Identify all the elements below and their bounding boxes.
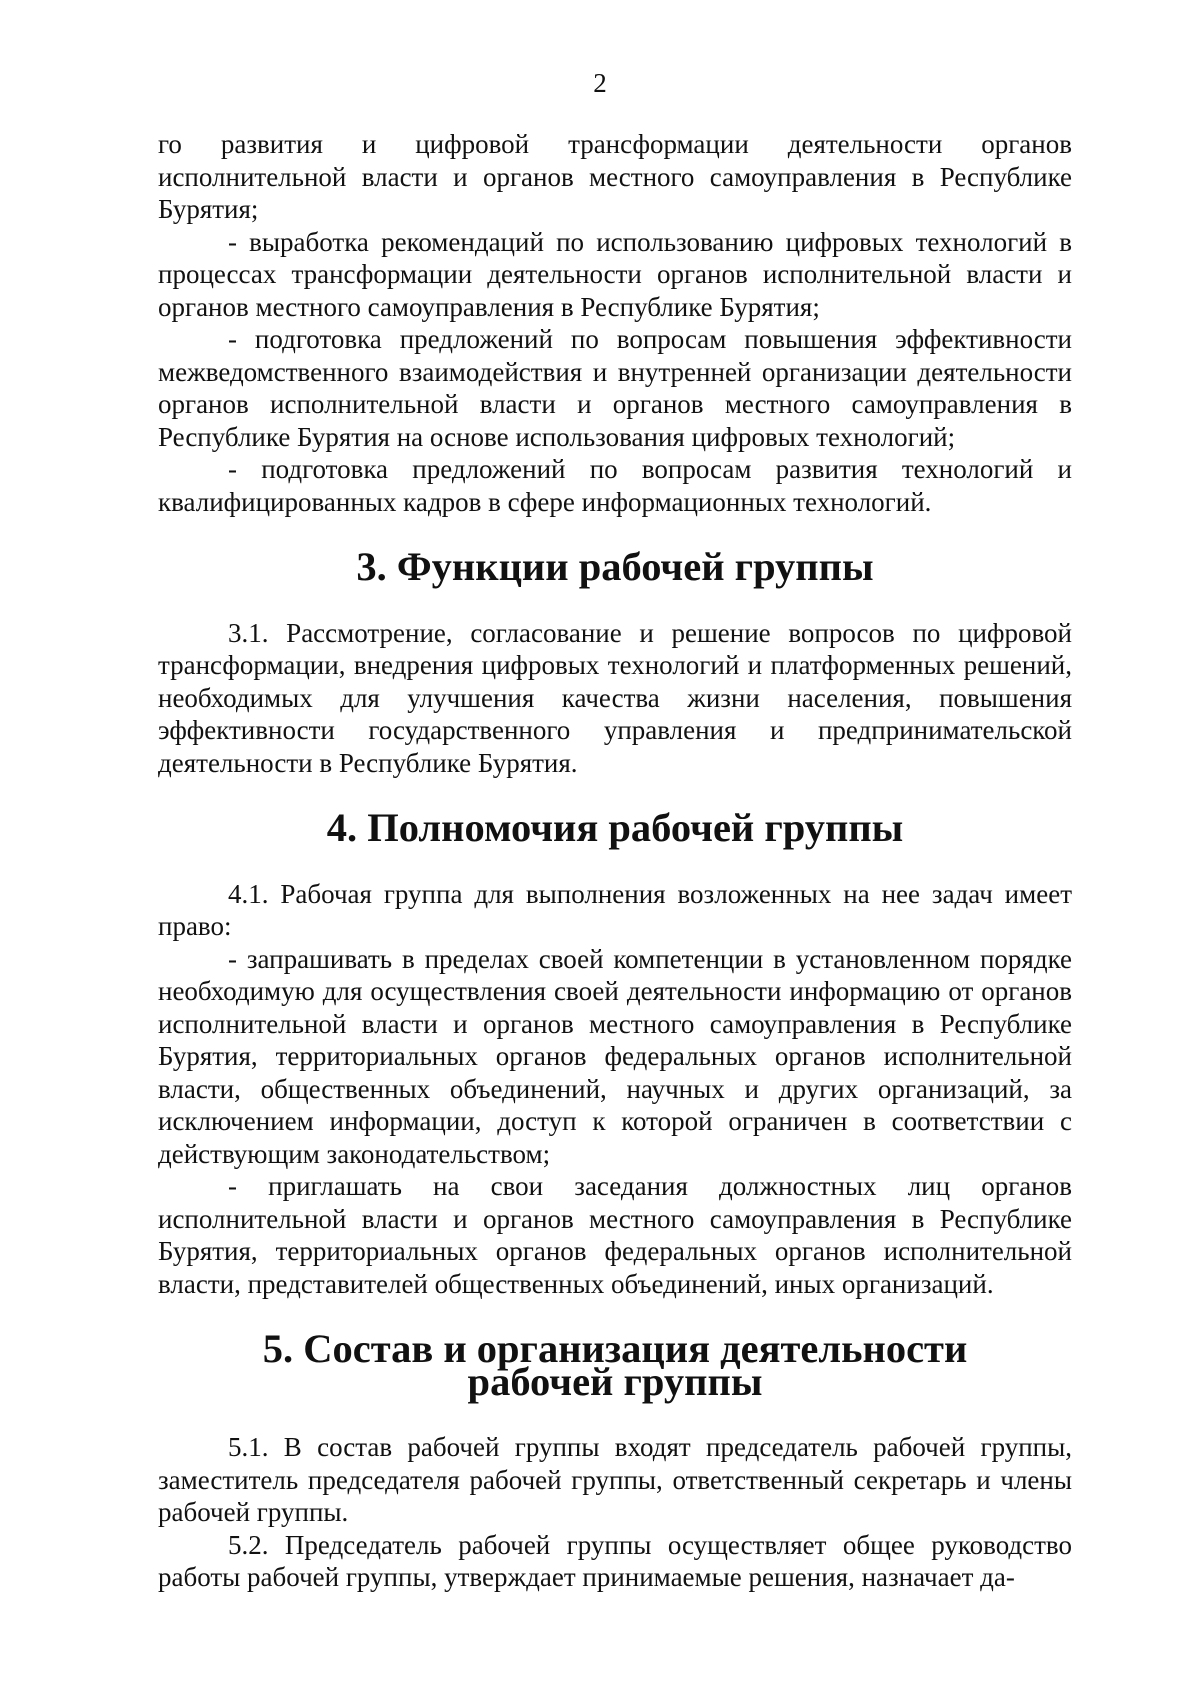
document-body: [158, 128, 1072, 1594]
section-5-paragraph-2: 5.2. Председатель рабочей группы осуществляет общее руководство работы рабочей группы, утверждает принимаемые решения, назначает да-: [158, 1529, 1072, 1592]
section-3-heading: 3. Функции рабочей группы: [356, 544, 874, 589]
list-item-efficiency-proposals: - подготовка предложений по вопросам повышения эффективности межведомственного взаимодействия и внутренней организации деятельности органов исполнительной власти и органов местного самоуправления в Республике Бурятия на основе использования цифровых технологий;: [158, 324, 1072, 452]
section-3-paragraph-1: 3.1. Рассмотрение, согласование и решение вопросов по цифровой трансформации, внедрения цифровых технологий и платформенных решений, необходимых для улучшения качества жизни населения, повышения эффективности государственного управления и предпринимательской деятельности в Республике Бурятия.: [158, 617, 1072, 778]
list-item-recommendations: - выработка рекомендаций по использованию цифровых технологий в процессах трансформации деятельности органов исполнительной власти и органов местного самоуправления в Республике Бурятия;: [158, 226, 1072, 322]
page-number: 2: [593, 68, 607, 98]
section-5-heading: [158, 1326, 1072, 1404]
section-4-paragraph-1: 4.1. Рабочая группа для выполнения возложенных на нее задач имеет право:: [158, 878, 1072, 941]
paragraph-continuation: го развития и цифровой трансформации деятельности органов исполнительной власти и органов местного самоуправления в Республике Бурятия;: [158, 129, 1072, 224]
section-5-heading-line-1: 5. Состав и организация деятельности: [262, 1326, 968, 1371]
section-5-paragraph-1: 5.1. В состав рабочей группы входят председатель рабочей группы, заместитель председателя рабочей группы, ответственный секретарь и члены рабочей группы.: [158, 1432, 1072, 1527]
section-4-heading: 4. Полномочия рабочей группы: [326, 805, 904, 850]
section-5-heading-line-2: рабочей группы: [467, 1358, 763, 1404]
section-4-list-item-request: - запрашивать в пределах своей компетенции в установленном порядке необходимую для осуществления своей деятельности информацию от органов исполнительной власти и органов местного самоуправления в Республике Бурятия, территориальных органов федеральных органов исполнительной власти, общественных объединений, научных и других организаций, за исключением информации, доступ к которой ограничен в соответствии с действующим законодательством;: [158, 943, 1072, 1169]
section-4-list-item-invite: - приглашать на свои заседания должностных лиц органов исполнительной власти и органов местного самоуправления в Республике Бурятия, территориальных органов федеральных органов исполнительной власти, представителей общественных объединений, иных организаций.: [158, 1171, 1072, 1299]
list-item-technology-proposals: - подготовка предложений по вопросам развития технологий и квалифицированных кадров в сфере информационных технологий.: [158, 454, 1072, 517]
